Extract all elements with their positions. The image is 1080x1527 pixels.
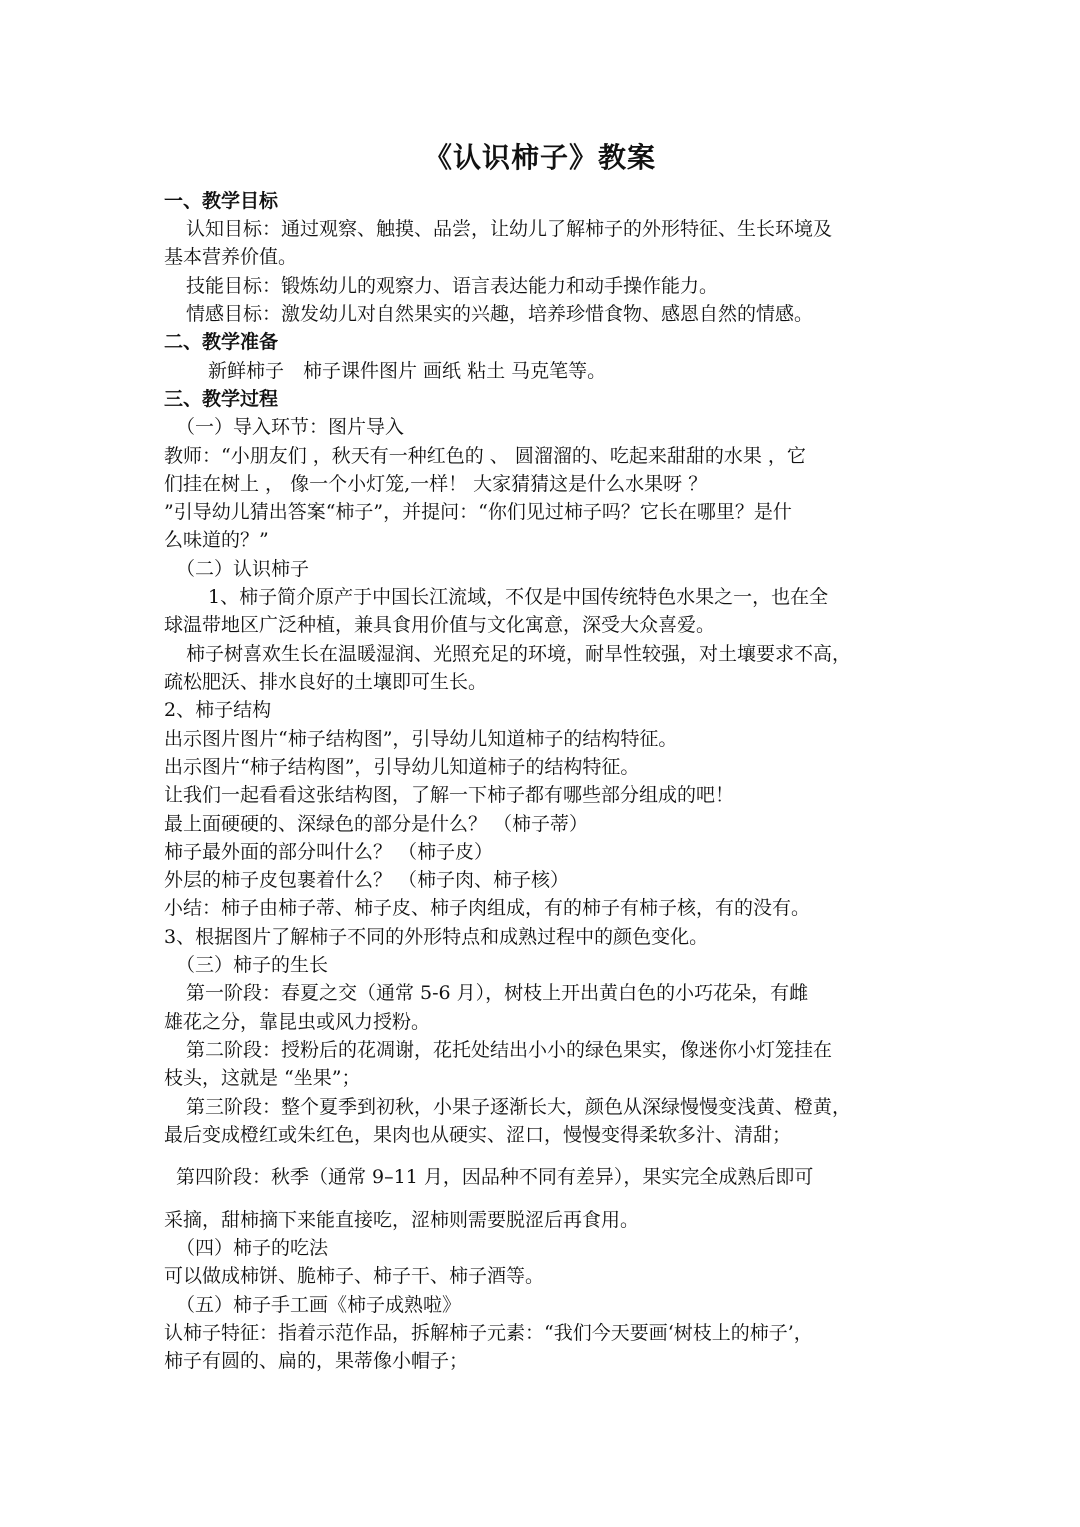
paragraph-line: 3、根据图片了解柿子不同的外形特点和成熟过程中的颜色变化。 [164, 926, 709, 948]
paragraph-line: ”引导幼儿猜出答案“柿子”，并提问：“你们见过柿子吗？它长在哪里？是什 [164, 501, 792, 523]
subsection-heading: （四）柿子的吃法 [176, 1237, 329, 1259]
paragraph-line: 出示图片“柿子结构图”，引导幼儿知道柿子的结构特征。 [164, 756, 640, 778]
paragraph-line: 最上面硬硬的、深绿色的部分是什么？ （柿子蒂） [164, 813, 589, 835]
paragraph-line: 第三阶段：整个夏季到初秋，小果子逐渐长大，颜色从深绿慢慢变浅黄、橙黄， [186, 1096, 852, 1118]
paragraph-line: 柿子有圆的、扁的，果蒂像小帽子； [164, 1350, 469, 1372]
paragraph-line: 教师：“小朋友们 ，秋天有一种红色的 、 圆溜溜的、吃起来甜甜的水果 ，它 [164, 445, 806, 467]
paragraph-line: 1、柿子简介原产于中国长江流域，不仅是中国传统特色水果之一，也在全 [208, 586, 829, 608]
paragraph-line: 第四阶段：秋季（通常 9–11 月，因品种不同有差异），果实完全成熟后即可 [176, 1166, 814, 1188]
subsection-heading: （三）柿子的生长 [176, 954, 329, 976]
paragraph-line: 小结：柿子由柿子蒂、柿子皮、柿子肉组成，有的柿子有柿子核，有的没有。 [164, 897, 811, 919]
paragraph-line: 柿子最外面的部分叫什么？ （柿子皮） [164, 841, 494, 863]
paragraph-line: 雄花之分，靠昆虫或风力授粉。 [164, 1011, 431, 1033]
paragraph-line: 柿子树喜欢生长在温暖湿润、光照充足的环境，耐旱性较强，对土壤要求不高， [186, 643, 852, 665]
paragraph-line: 新鲜柿子 柿子课件图片 画纸 粘土 马克笔等。 [208, 360, 607, 382]
section-heading-process: 三、教学过程 [164, 388, 279, 410]
paragraph-line: 情感目标：激发幼儿对自然果实的兴趣，培养珍惜食物、感恩自然的情感。 [186, 303, 814, 325]
paragraph-line: 2、柿子结构 [164, 699, 272, 721]
section-heading-objectives: 一、教学目标 [164, 190, 279, 212]
paragraph-line: 第一阶段：春夏之交（通常 5-6 月），树枝上开出黄白色的小巧花朵，有雌 [186, 982, 809, 1004]
paragraph-line: 疏松肥沃、排水良好的土壤即可生长。 [164, 671, 488, 693]
paragraph-line: 认柿子特征：指着示范作品，拆解柿子元素：“我们今天要画‘树枝上的柿子’， [164, 1322, 813, 1344]
paragraph-line: 枝头，这就是 “坐果”； [164, 1067, 361, 1089]
paragraph-line: 们挂在树上 ， 像一个小灯笼,一样！ 大家猜猜这是什么水果呀 ？ [164, 473, 708, 495]
paragraph-line: 技能目标：锻炼幼儿的观察力、语言表达能力和动手操作能力。 [186, 275, 719, 297]
paragraph-line: 让我们一起看看这张结构图，了解一下柿子都有哪些部分组成的吧！ [164, 784, 735, 806]
subsection-heading: （一）导入环节：图片导入 [176, 416, 405, 438]
subsection-heading: （五）柿子手工画《柿子成熟啦》 [176, 1294, 462, 1316]
section-heading-preparation: 二、教学准备 [164, 331, 279, 353]
paragraph-line: 基本营养价值。 [164, 246, 298, 268]
paragraph-line: 球温带地区广泛种植，兼具食用价值与文化寓意，深受大众喜爱。 [164, 614, 716, 636]
paragraph-line: 采摘，甜柿摘下来能直接吃，涩柿则需要脱涩后再食用。 [164, 1209, 640, 1231]
paragraph-line: 么味道的？” [164, 529, 269, 551]
paragraph-line: 最后变成橙红或朱红色，果肉也从硬实、涩口，慢慢变得柔软多汁、清甜； [164, 1124, 792, 1146]
paragraph-line: 外层的柿子皮包裹着什么？ （柿子肉、柿子核） [164, 869, 570, 891]
paragraph-line: 认知目标：通过观察、触摸、品尝，让幼儿了解柿子的外形特征、生长环境及 [186, 218, 833, 240]
subsection-heading: （二）认识柿子 [176, 558, 310, 580]
paragraph-line: 出示图片图片“柿子结构图”，引导幼儿知道柿子的结构特征。 [164, 728, 678, 750]
paragraph-line: 第二阶段：授粉后的花凋谢，花托处结出小小的绿色果实，像迷你小灯笼挂在 [186, 1039, 833, 1061]
document-title: 《认识柿子》教案 [423, 141, 656, 174]
paragraph-line: 可以做成柿饼、脆柿子、柿子干、柿子酒等。 [164, 1265, 545, 1287]
